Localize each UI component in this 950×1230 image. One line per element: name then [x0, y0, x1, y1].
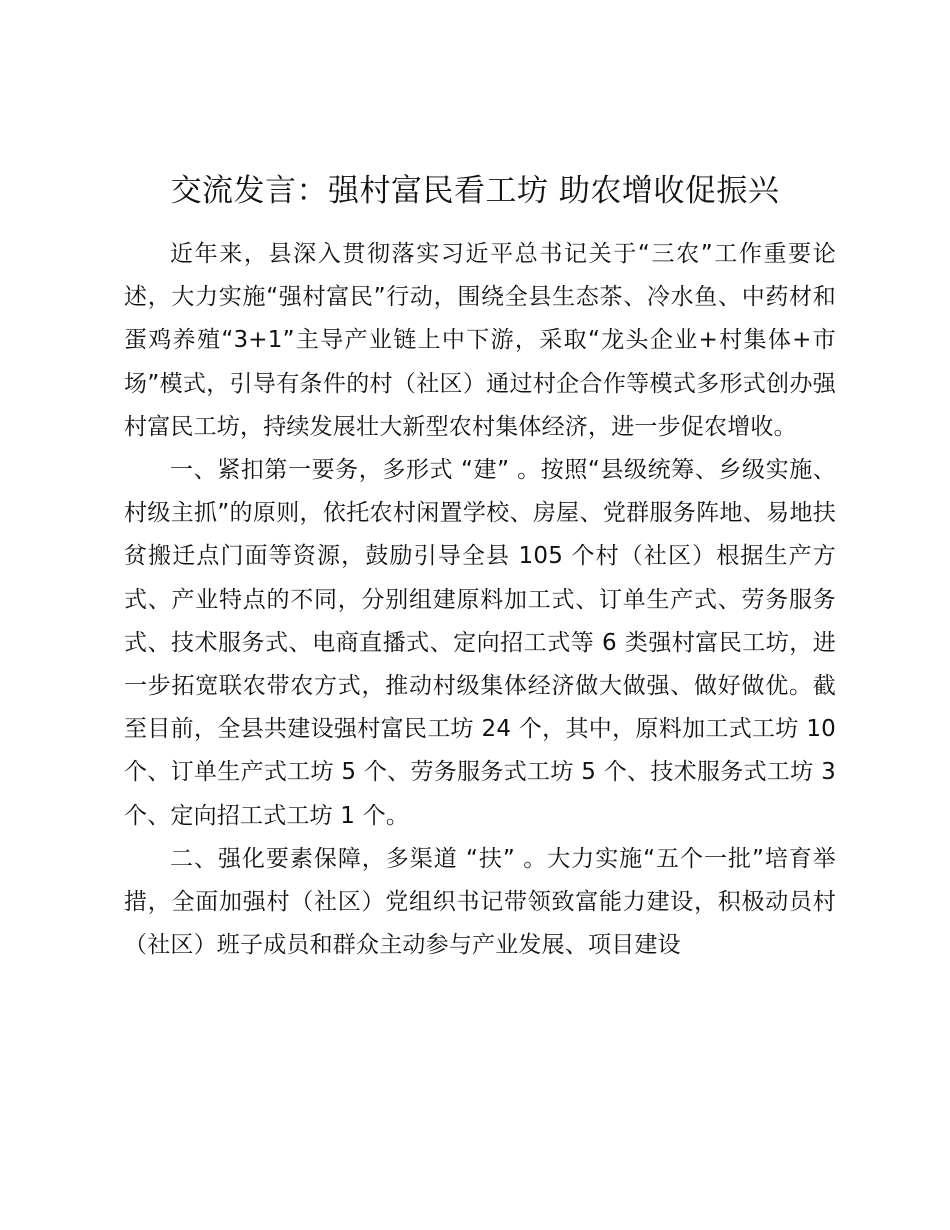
- document-body: [124, 233, 836, 967]
- paragraph-section-two: 二、强化要素保障，多渠道 “扶” 。大力实施“五个一批”培育举措，全面加强村（社区）党组织书记带领致富能力建设，积极动员村（社区）班子成员和群众主动参与产业发展、项目建设: [124, 845, 836, 959]
- document-title: 交流发言：强村富民看工坊 助农增收促振兴: [170, 173, 780, 209]
- paragraph-section-one: 一、紧扣第一要务，多形式 “建” 。按照“县级统筹、乡级实施、村级主抓”的原则，依托农村闲置学校、房屋、党群服务阵地、易地扶贫搬迁点门面等资源，鼓励引导全县 105 个村（社区）根据生产方式、产业特点的不同，分别组建原料加工式、订单生产式、劳务服务式、技术服务式、电商直播式、定向招工式等 6 类强村富民工坊，进一步拓宽联农带农方式，推动村级集体经济做大做强、做好做优。截至目前，全县共建设强村富民工坊 24 个，其中，原料加工式工坊 10 个、订单生产式工坊 5 个、劳务服务式工坊 5 个、技术服务式工坊 3 个、定向招工式工坊 1 个。: [124, 457, 836, 829]
- paragraph-intro: 近年来，县深入贯彻落实习近平总书记关于“三农”工作重要论述，大力实施“强村富民”行动，围绕全县生态茶、冷水鱼、中药材和蛋鸡养殖“3+1”主导产业链上中下游，采取“龙头企业+村集体+市场”模式，引导有条件的村（社区）通过村企合作等模式多形式创办强村富民工坊，持续发展壮大新型农村集体经济，进一步促农增收。: [124, 241, 836, 440]
